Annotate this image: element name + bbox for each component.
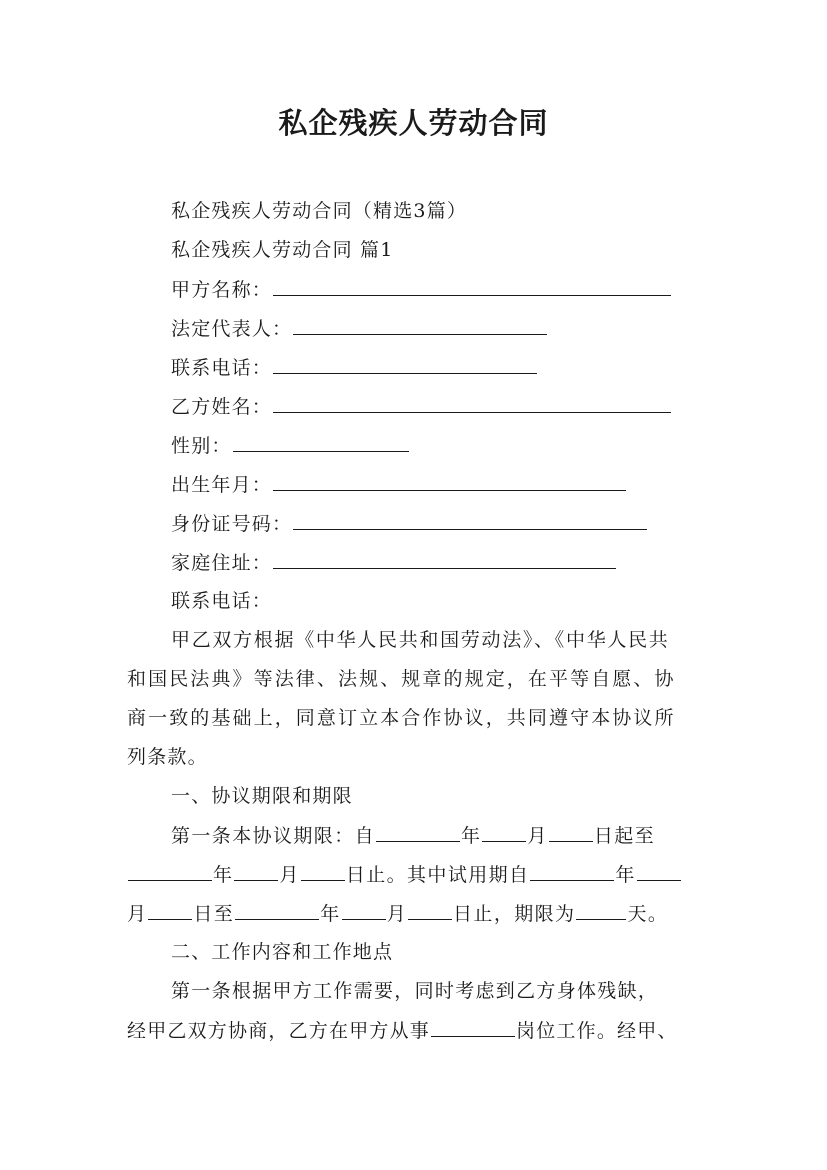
birth-blank[interactable]: [273, 472, 626, 491]
section-title: 私企残疾人劳动合同 篇1: [171, 239, 394, 261]
field-label: 联系电话：: [171, 357, 273, 379]
para-text: 天。: [627, 903, 669, 925]
field-label: 性别：: [171, 435, 232, 457]
intro-line-2: 和国民法典》等法律、法规、规章的规定，在平等自愿、协: [127, 668, 676, 690]
end-year-blank[interactable]: [128, 862, 212, 881]
field-party-b-name: [171, 394, 672, 419]
party-a-name-blank[interactable]: [273, 277, 671, 296]
position-blank[interactable]: [431, 1018, 515, 1037]
section-1-para-line-2: [127, 862, 682, 887]
section-2-heading: 二、工作内容和工作地点: [171, 941, 394, 963]
para-text: 年: [461, 825, 482, 847]
phone-a-blank[interactable]: [273, 355, 537, 374]
field-birth: [171, 472, 627, 497]
para-text: 月: [527, 825, 548, 847]
para-text: 月: [386, 903, 408, 925]
para-text: 日至: [193, 903, 235, 925]
para-text: 年: [320, 903, 341, 925]
para-text: 日起至: [593, 825, 656, 847]
field-id-number: [171, 511, 648, 536]
party-b-name-blank[interactable]: [273, 394, 671, 413]
field-phone-a: [171, 355, 538, 380]
trial-end-year-blank[interactable]: [235, 901, 319, 920]
field-label: 联系电话：: [171, 590, 273, 612]
address-blank[interactable]: [273, 550, 616, 569]
end-day-blank[interactable]: [301, 862, 345, 881]
trial-end-day-blank[interactable]: [408, 901, 452, 920]
section-1-heading: 一、协议期限和期限: [171, 785, 353, 807]
para-text: 岗位工作。经甲、: [516, 1020, 678, 1042]
trial-start-year-blank[interactable]: [530, 862, 614, 881]
field-party-a-name: [171, 277, 672, 302]
section-1-para-line-3: [127, 901, 668, 926]
trial-end-month-blank[interactable]: [342, 901, 386, 920]
para-text: 年: [615, 864, 636, 886]
section-2-para-line-2: [127, 1018, 678, 1043]
end-month-blank[interactable]: [234, 862, 278, 881]
section-1-para-line-1: [171, 823, 655, 848]
para-text: 月: [279, 864, 300, 886]
field-gender: [171, 433, 410, 458]
field-legal-rep: [171, 316, 548, 341]
para-text: 日止。其中试用期自: [345, 864, 530, 886]
para-text: 第一条本协议期限：自: [171, 825, 376, 847]
start-year-blank[interactable]: [376, 823, 460, 842]
field-label: 家庭住址：: [171, 552, 273, 574]
trial-start-month-blank[interactable]: [637, 862, 681, 881]
legal-rep-blank[interactable]: [293, 316, 547, 335]
para-text: 经甲乙双方协商，乙方在甲方从事: [127, 1020, 431, 1042]
field-label: 身份证号码：: [171, 513, 293, 535]
para-text: 日止，期限为: [453, 903, 576, 925]
field-label: 出生年月：: [171, 474, 273, 496]
intro-line-4: 列条款。: [127, 746, 208, 768]
start-month-blank[interactable]: [482, 823, 526, 842]
intro-line-1: 甲乙双方根据《中华人民共和国劳动法》、《中华人民共: [171, 629, 670, 651]
field-address: [171, 550, 617, 575]
document-title: 私企残疾人劳动合同: [278, 106, 549, 140]
document-subtitle: 私企残疾人劳动合同（精选3篇）: [171, 200, 468, 222]
intro-line-3: 商一致的基础上，同意订立本合作协议，共同遵守本协议所: [127, 707, 676, 729]
para-text: 月: [127, 903, 148, 925]
section-2-para-line-1: 第一条根据甲方工作需要，同时考虑到乙方身体残缺，: [171, 980, 659, 1002]
gender-blank[interactable]: [233, 433, 409, 452]
start-day-blank[interactable]: [549, 823, 593, 842]
trial-start-day-blank[interactable]: [148, 901, 192, 920]
field-phone-b: [171, 589, 272, 613]
field-label: 乙方姓名：: [171, 396, 273, 418]
field-label: 甲方名称：: [171, 279, 273, 301]
id-number-blank[interactable]: [293, 511, 647, 530]
trial-days-blank[interactable]: [576, 901, 626, 920]
field-label: 法定代表人：: [171, 318, 293, 340]
para-text: 年: [213, 864, 234, 886]
